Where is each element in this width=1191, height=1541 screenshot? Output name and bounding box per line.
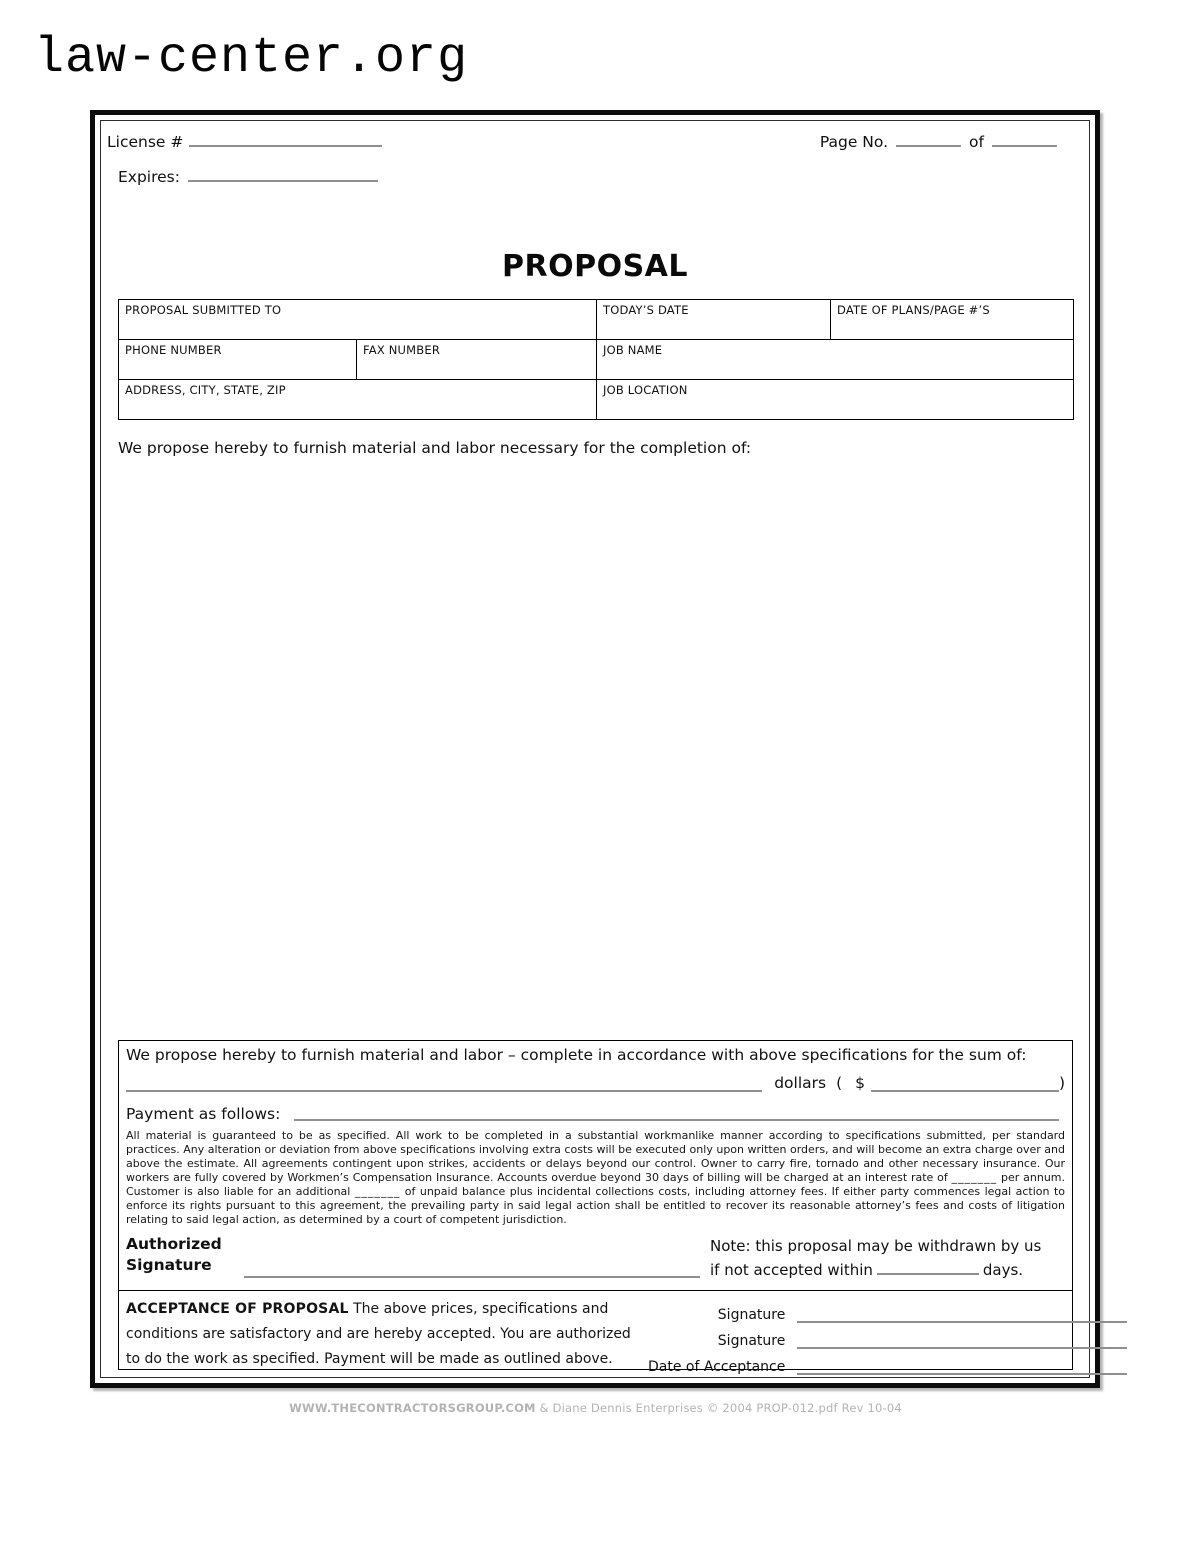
expires-label: Expires:: [118, 168, 180, 186]
date-of-acceptance-row: [648, 1349, 1127, 1375]
of-label: of: [969, 133, 984, 151]
payment-fill-line[interactable]: [294, 1105, 1059, 1121]
table-row: [119, 380, 1074, 420]
date-of-plans-cell[interactable]: [831, 300, 1074, 340]
job-name-cell[interactable]: [597, 340, 1074, 380]
acceptance-section: [126, 1291, 1065, 1375]
interest-rate-blank[interactable]: _______: [951, 1171, 998, 1184]
sum-and-terms-box: [118, 1040, 1073, 1375]
license-label: License #: [107, 133, 184, 151]
amount-numeric-fill-line[interactable]: [871, 1076, 1059, 1092]
payment-row: [126, 1101, 1065, 1123]
signature-row-2: [648, 1323, 1127, 1349]
page-total-fill-line[interactable]: [992, 133, 1057, 147]
withdrawal-note: [710, 1234, 1065, 1282]
table-row: [119, 340, 1074, 380]
submitted-to-label: PROPOSAL SUBMITTED TO: [125, 303, 282, 317]
address-cell[interactable]: [119, 380, 597, 420]
note-line1: Note: this proposal may be withdrawn by us: [710, 1237, 1042, 1255]
todays-date-label: TODAY’S DATE: [603, 303, 689, 317]
fax-number-cell[interactable]: [357, 340, 597, 380]
expires-row: [118, 168, 378, 186]
footer-rest: & Diane Dennis Enterprises © 2004 PROP-012.pdf Rev 10-04: [539, 1401, 902, 1415]
page-no-fill-line[interactable]: [896, 133, 961, 147]
work-description-intro: We propose hereby to furnish material and labor necessary for the completion of:: [118, 439, 752, 457]
authorized-signature-row: [126, 1234, 1065, 1282]
address-label: ADDRESS, CITY, STATE, ZIP: [125, 383, 286, 397]
table-row: [119, 300, 1074, 340]
license-fill-line[interactable]: [189, 133, 382, 147]
additional-percent-blank[interactable]: _______: [354, 1185, 401, 1198]
authorized-word: Authorized: [126, 1235, 222, 1253]
terms-part1: All material is guaranteed to be as specified. All work to be completed in a substantial workmanlike manner according to specifications submitted, per standard practices. Any alteration or deviation from above specifications involving extra costs will be executed only upon written orders, and will become an extra charge over and above the estimate. All agreements contingent upon strikes, accidents or delays beyond our control. Owner to carry fire, tornado and other necessary insurance. Our workers are fully covered by Workmen’s Compensation Insurance. Accounts overdue beyond 30 days of billing will be charged at an interest rate of: [126, 1129, 1065, 1184]
work-description-area[interactable]: [118, 466, 1073, 1031]
fax-number-label: FAX NUMBER: [363, 343, 441, 357]
signature1-label: Signature: [717, 1307, 786, 1323]
page-number-group: [820, 133, 1065, 151]
phone-number-label: PHONE NUMBER: [125, 343, 222, 357]
signature-row-1: [648, 1297, 1127, 1323]
page-title: PROPOSAL: [501, 249, 689, 284]
acceptance-heading: ACCEPTANCE OF PROPOSAL: [126, 1301, 349, 1317]
phone-number-cell[interactable]: [119, 340, 357, 380]
todays-date-cell[interactable]: [597, 300, 831, 340]
footer-site: WWW.THECONTRACTORSGROUP.COM: [289, 1401, 536, 1415]
expires-fill-line[interactable]: [188, 168, 378, 182]
signature2-label: Signature: [717, 1333, 786, 1349]
note-line2: [710, 1258, 1065, 1282]
proposal-form-frame: [90, 110, 1100, 1388]
signature-word: Signature: [126, 1256, 212, 1274]
acceptance-body: The above prices, specifications and conditions are satisfactory and are hereby accepted. You are authorized to do the work as specified. Payment will be made as outlined above.: [126, 1301, 631, 1367]
paren-close: ): [1058, 1074, 1065, 1092]
terms-part3: of unpaid balance plus incidental collections costs, including attorney fees. If either party commences legal action to enforce its rights pursuant to this agreement, the prevailing party in said legal action shall be entitled to recover its reasonable attorney’s fees and costs of litigation relating to said legal action, as determined by a court of competent jurisdiction.: [126, 1185, 1066, 1226]
acceptance-paragraph: [126, 1297, 638, 1375]
acceptance-signatures: [638, 1297, 1127, 1375]
amount-words-fill-line[interactable]: [126, 1076, 762, 1092]
job-info-table: [118, 299, 1074, 420]
authorized-signature-line[interactable]: [244, 1262, 700, 1278]
signature1-fill-line[interactable]: [797, 1308, 1127, 1323]
signature2-fill-line[interactable]: [797, 1334, 1127, 1349]
paren-open: ( $: [836, 1074, 869, 1092]
dollars-label: dollars: [774, 1074, 827, 1092]
note-line2-suffix: days.: [982, 1261, 1024, 1279]
footer-credit: [0, 1401, 1191, 1415]
date-of-plans-label: DATE OF PLANS/PAGE #’S: [837, 303, 990, 317]
submitted-to-cell[interactable]: [119, 300, 597, 340]
job-name-label: JOB NAME: [603, 343, 663, 357]
job-location-label: JOB LOCATION: [603, 383, 688, 397]
days-fill-line[interactable]: [877, 1261, 979, 1275]
payment-label: Payment as follows:: [126, 1105, 281, 1123]
job-location-cell[interactable]: [597, 380, 1074, 420]
authorized-signature-label: [126, 1234, 238, 1282]
page-no-label: Page No.: [819, 133, 889, 151]
site-logo: law-center.org: [34, 30, 469, 87]
sum-heading: We propose hereby to furnish material and labor – complete in accordance with above specifications for the sum of:: [126, 1046, 1027, 1064]
date-of-acceptance-label: Date of Acceptance: [648, 1359, 786, 1375]
note-line2-prefix: if not accepted within: [710, 1261, 873, 1279]
amount-row: [126, 1070, 1065, 1092]
license-row: [107, 133, 382, 151]
form-inner-border: [100, 120, 1090, 1378]
terms-part2: per annum. Customer is also liable for an additional: [126, 1171, 1066, 1198]
terms-paragraph: [126, 1129, 1065, 1227]
date-of-acceptance-fill-line[interactable]: [797, 1360, 1127, 1375]
